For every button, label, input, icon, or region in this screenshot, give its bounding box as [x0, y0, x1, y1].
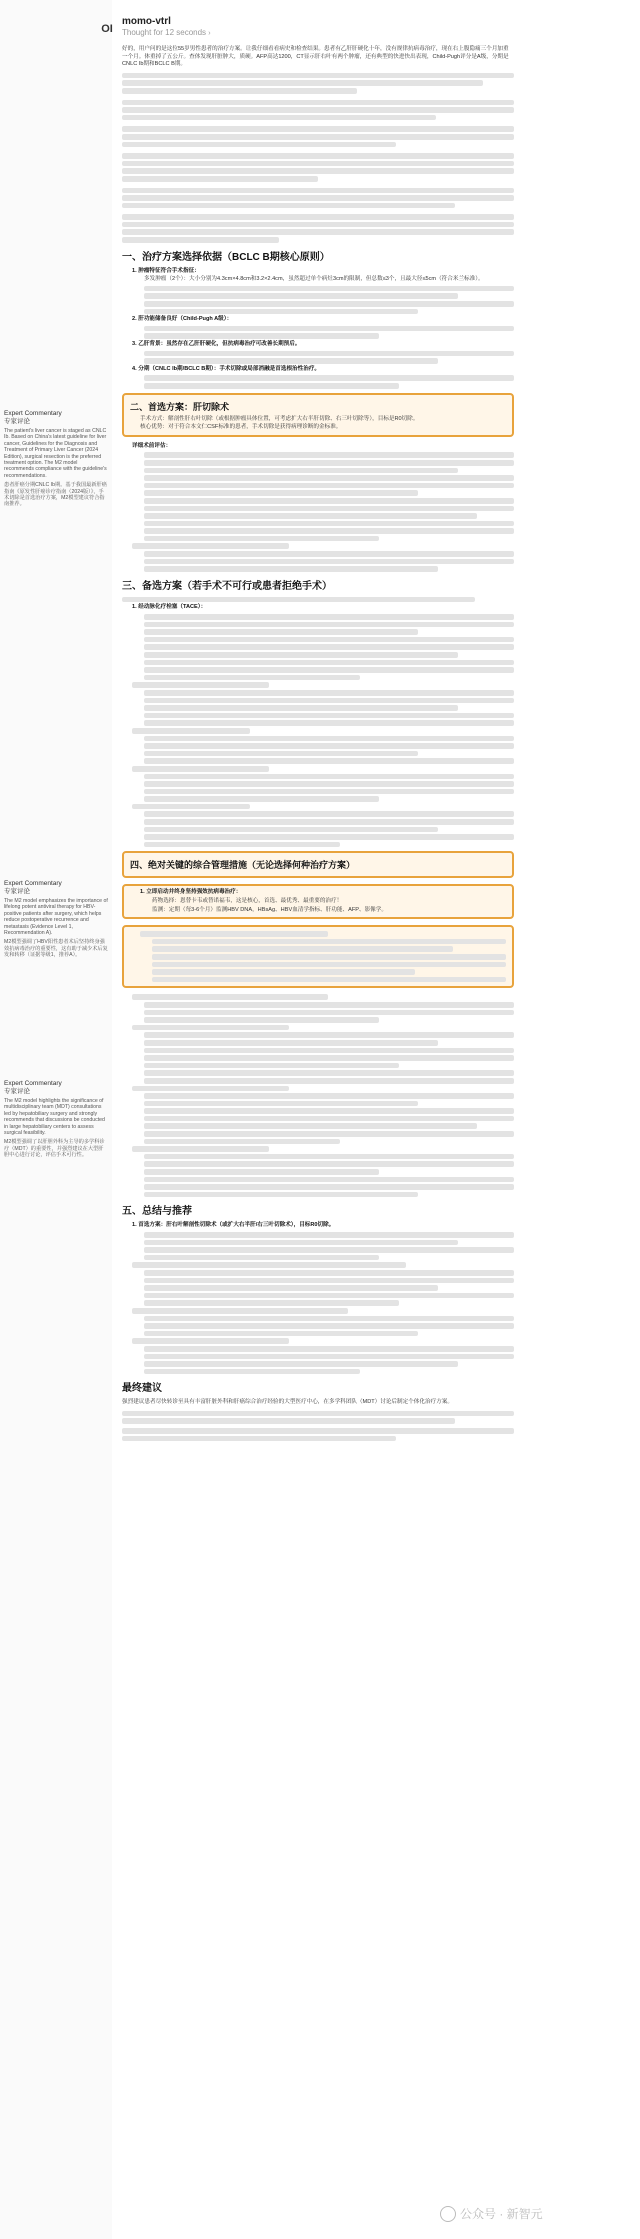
highlight-box-preferred-plan	[122, 393, 514, 437]
expert-note-3	[4, 1080, 108, 1159]
section-heading-5: 五、总结与推荐	[122, 1206, 192, 1218]
thought-label: Thought for 12 seconds	[122, 28, 207, 37]
note-text-cn: 患者肝癌分期CNLC Ib期。基于我国最新肝癌指南《原发性肝癌诊疗指南（2024版）》，手术切除是首选治疗方案，M2模型建议符合指南推荐。	[4, 482, 107, 508]
section-heading-4: 四、绝对关键的综合管理措施（无论选择何种治疗方案）	[130, 860, 356, 871]
list-item: 药物选择：恩替卡韦或替诺福韦，这是核心，首选、最优秀、最重要的治疗！	[152, 898, 343, 905]
wechat-icon	[440, 2206, 456, 2222]
chevron-right-icon: ›	[208, 30, 211, 37]
note-title: Expert Commentary 专家评论	[4, 880, 62, 895]
list-item: 1. 立即启动并终身坚持强效抗病毒治疗：	[140, 889, 242, 896]
list-item: 3. 乙肝背景：虽然存在乙肝肝硬化，但抗病毒治疗可改善长期预后。	[132, 341, 301, 347]
section-heading-1: 一、治疗方案选择依据（BCLC B期核心原则）	[122, 251, 330, 263]
expert-note-1	[4, 410, 108, 508]
list-item: 多发肿瘤（2个）：大小分别为4.3cm×4.8cm和3.2×2.4cm，虽然超过单个病灶3cm的限制，但总数≤3个，且最大径≤5cm（符合米兰标准）。	[144, 276, 484, 283]
model-name: momo-vtrl	[122, 16, 171, 27]
list-item: 1. 首选方案：肝右叶解剖性切除术（或扩大右半肝/右三叶切除术），目标R0切除。	[132, 1222, 335, 1229]
thought-toggle[interactable]	[122, 28, 211, 37]
list-item: 监测：定期（每3-6个月）监测HBV DNA，HBsAg、HBV血清学指标、肝功能、AFP、影像学。	[152, 906, 387, 913]
list-item: 核心优势：对于符合本文仁CSF标准的患者，手术切除是获得病理诊断的金标准。	[140, 424, 342, 431]
chat-header	[0, 0, 640, 40]
final-heading: 最终建议	[122, 1383, 162, 1395]
final-paragraph: 强烈建议患者尽快转诊至具有丰富肝脏外科和肝癌综合治疗经验的大型医疗中心，在多学科团队（MDT）讨论后制定个体化治疗方案。	[122, 1399, 453, 1406]
watermark	[440, 2205, 543, 2222]
list-item: 手术方式：解剖性肝右叶切除（或根据肿瘤具体位置，可考虑扩大右半肝切除、右三叶切除等），目标是R0切除。	[140, 415, 419, 422]
note-text-cn: M2模型强调了HBV阳性患者术后坚持终身强效抗病毒治疗的重要性，这有助于减少术后复发和转移（证据等级1，推荐A）。	[4, 939, 108, 959]
expert-commentary-panel	[0, 0, 112, 2239]
list-item: 详细术前评估：	[132, 442, 172, 449]
note-text: The patient's liver cancer is staged as CNLC Ib. Based on China's latest guideline for liver cancer, Guidelines for the Diagnosis and Treatment of Primary Liver Cancer (2024 Edition), surgical resection is the preferred treatment option. The M2 model recommends compliance with the guideline's recommendations.	[4, 428, 107, 479]
expert-note-2	[4, 880, 108, 959]
list-item: 1. 经动脉化疗栓塞（TACE）：	[132, 604, 207, 611]
section-heading-2: 二、首选方案：肝切除术	[130, 401, 230, 412]
watermark-text: 公众号 · 新智元	[460, 2207, 543, 2221]
list-item: 1. 肿瘤特征符合手术指征：	[132, 267, 200, 274]
note-text: The M2 model highlights the significance of multidisciplinary team (MDT) consultations led by hepatobiliary surgery and strongly recommends that discussions be conducted in large hepatobiliary centers to assess surgical feasibility.	[4, 1098, 105, 1137]
list-item: 2. 肝功能储备良好（Child-Pugh A级）：	[132, 316, 233, 323]
note-title: Expert Commentary 专家评论	[4, 1080, 62, 1095]
note-title: Expert Commentary 专家评论	[4, 410, 62, 425]
response-body	[122, 46, 514, 1443]
highlight-box-antiviral	[122, 884, 514, 919]
note-text: The M2 model emphasizes the importance of lifelong potent antiviral therapy for HBV-positive patients after surgery, which helps reduce postoperative recurrence and metastasis (Evidence Level 1, Recommendation A).	[4, 898, 108, 937]
highlight-box-mdt	[122, 925, 514, 988]
list-item: 4. 分期（CNLC Ib期/BCLC B期）：手术切除或局部消融是首选根治性治疗。	[132, 365, 321, 372]
intro-paragraph: 好的，用户问的是这位55岁男性患者的治疗方案。让我仔细看看病史和检查结果。患者有乙肝肝硬化十年，没有规律抗病毒治疗，现在右上腹隐痛三个月加重一个月。体重掉了五公斤。查体发现肝脏肿大，质硬。AFP高达1200，CT显示肝右叶有两个肿瘤，还有典型的快进快出表现，Child-Pugh评分是A级，分期是CNLC Ib期和BCLC B期。	[122, 46, 509, 68]
note-text-cn: M2模型强调了以肝胆外科为主导的多学科诊疗（MDT）的重要性，并强烈建议在大型肝胆中心进行讨论，评估手术可行性。	[4, 1139, 105, 1159]
section-heading-3: 三、备选方案（若手术不可行或患者拒绝手术）	[122, 580, 332, 592]
highlight-box-key-measures	[122, 851, 514, 878]
model-icon: OI	[101, 23, 113, 35]
